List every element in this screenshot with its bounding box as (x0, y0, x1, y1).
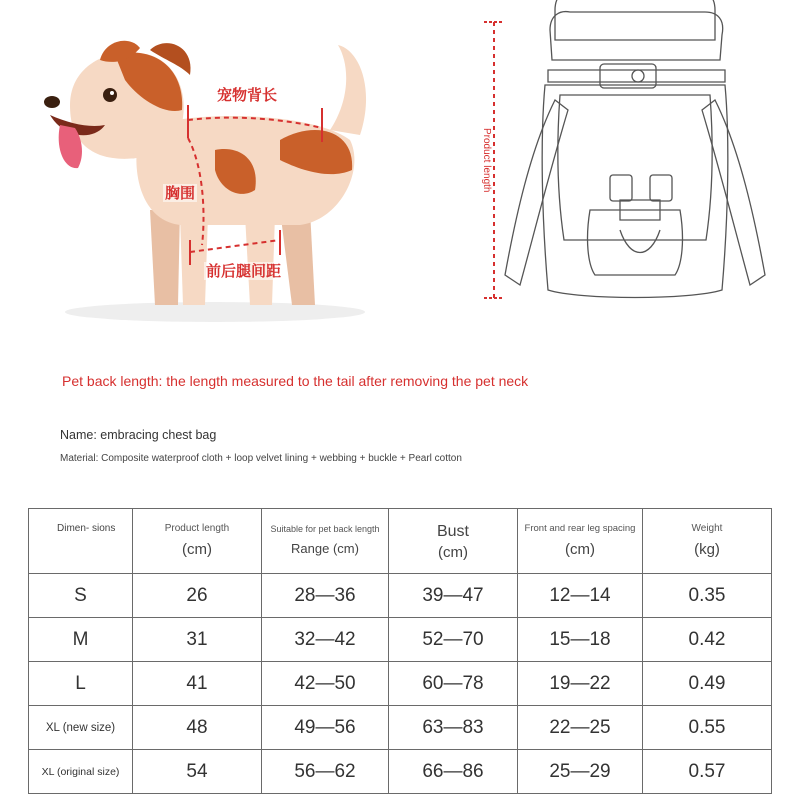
cell-weight: 0.49 (643, 662, 772, 706)
cell-length: 54 (133, 750, 262, 794)
label-product-length: Product length (481, 128, 492, 193)
cell-size: XL (original size) (29, 750, 133, 794)
table-row (29, 750, 772, 794)
cell-length: 26 (133, 574, 262, 618)
table-row (29, 618, 772, 662)
back-length-note: Pet back length: the length measured to the tail after removing the pet neck (62, 373, 529, 389)
cell-back: 32—42 (262, 618, 389, 662)
table-row (29, 574, 772, 618)
size-table (28, 508, 772, 794)
cell-length: 41 (133, 662, 262, 706)
cell-size: M (29, 618, 133, 662)
header-weight: Weight (kg) (643, 509, 772, 574)
cell-legs: 15—18 (518, 618, 643, 662)
label-back-length: 宠物背长 (217, 86, 278, 104)
product-name: Name: embracing chest bag (60, 428, 217, 442)
carrier-bag-sketch (460, 0, 800, 320)
cell-legs: 25—29 (518, 750, 643, 794)
cell-back: 28—36 (262, 574, 389, 618)
cell-size: S (29, 574, 133, 618)
cell-back: 49—56 (262, 706, 389, 750)
cell-bust: 39—47 (389, 574, 518, 618)
cell-bust: 60—78 (389, 662, 518, 706)
label-chest: 胸围 (165, 184, 196, 202)
cell-legs: 22—25 (518, 706, 643, 750)
cell-size: XL (new size) (29, 706, 133, 750)
cell-weight: 0.35 (643, 574, 772, 618)
cell-back: 56—62 (262, 750, 389, 794)
cell-weight: 0.57 (643, 750, 772, 794)
header-dimensions: Dimen- sions (29, 509, 133, 574)
product-material: Material: Composite waterproof cloth + loop velvet lining + webbing + buckle + Pearl cotton (60, 453, 462, 464)
header-back-length: Suitable for pet back length Range (cm) (262, 509, 389, 574)
header-leg-spacing: Front and rear leg spacing (cm) (518, 509, 643, 574)
cell-back: 42—50 (262, 662, 389, 706)
cell-weight: 0.42 (643, 618, 772, 662)
cell-bust: 52—70 (389, 618, 518, 662)
cell-size: L (29, 662, 133, 706)
cell-bust: 66—86 (389, 750, 518, 794)
cell-legs: 19—22 (518, 662, 643, 706)
header-product-length: Product length (cm) (133, 509, 262, 574)
label-leg-spacing: 前后腿间距 (206, 262, 282, 280)
header-bust: Bust (cm) (389, 509, 518, 574)
dog-illustration (30, 20, 400, 330)
cell-legs: 12—14 (518, 574, 643, 618)
table-row (29, 706, 772, 750)
cell-weight: 0.55 (643, 706, 772, 750)
table-row (29, 662, 772, 706)
cell-bust: 63—83 (389, 706, 518, 750)
cell-length: 31 (133, 618, 262, 662)
table-header-row (29, 509, 772, 574)
cell-length: 48 (133, 706, 262, 750)
